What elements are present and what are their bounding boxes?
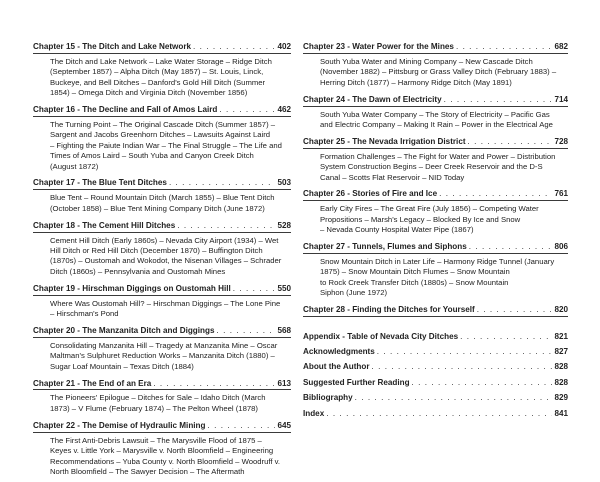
toc-entry xyxy=(303,376,568,389)
toc-entry-heading xyxy=(303,391,568,404)
chapter-title: About the Author xyxy=(303,362,370,372)
chapter-title: Suggested Further Reading xyxy=(303,377,410,387)
page-number: 829 xyxy=(554,393,568,403)
chapter-title: Chapter 15 - The Ditch and Lake Network xyxy=(33,42,192,51)
chapter-title: Chapter 22 - The Demise of Hydraulic Mining xyxy=(33,420,206,430)
chapter-summary xyxy=(303,254,568,301)
toc-entry xyxy=(33,377,291,417)
summary-line: Keyes v. Little York – Marysville v. North Bloomfield – Engineering xyxy=(50,446,274,456)
chapter-title: Chapter 18 - The Cement Hill Ditches xyxy=(33,220,176,230)
summary-line: Maltman's Sulphuret Reduction Works – Manzanita Ditch (1880) – xyxy=(50,351,275,361)
page-number: 761 xyxy=(554,189,568,199)
dot-leader xyxy=(468,136,553,147)
chapter-title: Chapter 24 - The Dawn of Electricity xyxy=(303,94,442,104)
dot-leader xyxy=(412,377,553,388)
toc-entry-heading xyxy=(303,40,568,54)
toc-entry xyxy=(303,40,568,90)
toc-entry xyxy=(303,391,568,404)
chapter-summary xyxy=(303,54,568,90)
summary-line: The Pioneers' Epilogue – Ditches for Sale – Idaho Ditch (March xyxy=(50,393,266,403)
toc-entry-heading xyxy=(33,377,291,391)
dot-leader xyxy=(469,241,553,252)
dot-leader xyxy=(477,304,553,315)
dot-leader xyxy=(207,420,275,431)
toc-entry-heading xyxy=(303,240,568,254)
summary-line: Propositions – Marsh's Legacy – Blocked By Ice and Snow xyxy=(320,214,521,224)
toc-entry xyxy=(303,135,568,185)
chapter-title: Chapter 19 - Hirschman Diggings on Oustomah Hill xyxy=(33,283,231,293)
page-number: 828 xyxy=(554,377,568,387)
summary-line: 1873) – V Flume (February 1874) – The Pelton Wheel (1878) xyxy=(50,403,258,413)
toc-entry xyxy=(33,282,291,322)
page-number: 728 xyxy=(554,136,568,146)
summary-line: 1875) – Snow Mountain Ditch Flumes – Snow Mountain xyxy=(320,267,510,277)
summary-line: (1870s) – Oustomah and Wokodot, the Nisenan Villages – Schrader xyxy=(50,256,282,266)
dot-leader xyxy=(377,346,553,357)
page-number: 613 xyxy=(277,378,291,388)
summary-line: South Yuba Water and Mining Company – New Cascade Ditch xyxy=(320,56,533,66)
summary-line: Ditch (1860s) – Pennsylvania and Oustomah Mines xyxy=(50,266,226,276)
dot-leader xyxy=(444,94,553,105)
back-matter-list xyxy=(303,330,568,420)
toc-entry-heading xyxy=(33,219,291,233)
toc-entry xyxy=(303,407,568,420)
toc-entry-heading xyxy=(303,303,568,317)
summary-line: Siphon (June 1972) xyxy=(320,288,388,298)
page-number: 645 xyxy=(277,420,291,430)
page-number: 806 xyxy=(554,242,568,252)
summary-line: Blue Tent – Round Mountain Ditch (March 1855) – Blue Tent Ditch xyxy=(50,193,275,203)
toc-entry xyxy=(33,40,291,101)
chapter-title: Chapter 20 - The Manzanita Ditch and Diggings xyxy=(33,325,215,335)
chapter-title: Acknowledgments xyxy=(303,346,375,356)
summary-line: Buckeye, and Bell Ditches – Danford's Gold Hill Ditch (Summer xyxy=(50,77,266,87)
summary-line: (September 1857) – Alpha Ditch (May 1857) – St. Louis, Linck, xyxy=(50,67,264,77)
summary-line: and Electric Company – Making It Rain – Power in the Electrical Age xyxy=(320,119,553,129)
summary-line: – Fighting the Paiute Indian War – The Final Struggle – The Life and xyxy=(50,140,282,150)
chapter-summary xyxy=(33,390,291,416)
summary-line: Herring Ditch (1877) – Harmony Ridge Ditch (May 1891) xyxy=(320,77,512,87)
summary-line: Recommendations – Yuba County v. North Bloomfield – Woodruff v. xyxy=(50,456,281,466)
toc-entry-heading xyxy=(33,176,291,190)
toc-entry-heading xyxy=(33,103,291,117)
toc-entry xyxy=(33,324,291,374)
toc-entry-heading xyxy=(303,330,568,343)
toc-entry-heading xyxy=(303,376,568,389)
chapter-title: Chapter 23 - Water Power for the Mines xyxy=(303,42,454,51)
section-gap xyxy=(303,320,568,330)
summary-line: Sargent and Jacobs Greenhorn Ditches – Lawsuits Against Laird xyxy=(50,130,271,140)
chapter-title: Chapter 26 - Stories of Fire and Ice xyxy=(303,189,438,199)
chapter-summary xyxy=(33,233,291,280)
dot-leader xyxy=(326,408,552,419)
page-number: 841 xyxy=(554,408,568,418)
toc-right-column xyxy=(303,40,568,422)
summary-line: Cement Hill Ditch (Early 1860s) – Nevada City Airport (1934) – Wet xyxy=(50,235,279,245)
summary-line: Hill Ditch or Red Hill Ditch (December 1870) – Buffington Ditch xyxy=(50,246,263,255)
summary-line: Snow Mountain Ditch in Later Life – Harmony Ridge Tunnel (January xyxy=(320,257,555,266)
toc-entry-heading xyxy=(33,324,291,338)
summary-line: The Ditch and Lake Network – Lake Water Storage – Ridge Ditch xyxy=(50,56,272,66)
dot-leader xyxy=(169,177,276,188)
page-number: 402 xyxy=(277,42,291,51)
toc-entry xyxy=(303,303,568,317)
summary-line: Where Was Oustomah Hill? – Hirschman Diggings – The Lone Pine xyxy=(50,298,281,308)
toc-entry xyxy=(33,176,291,216)
page-number: 828 xyxy=(554,362,568,372)
summary-line: The Turning Point – The Original Cascade Ditch (Summer 1857) – xyxy=(50,119,276,129)
toc-entry-heading xyxy=(303,345,568,358)
page-number: 503 xyxy=(277,178,291,188)
summary-line: Formation Challenges – The Fight for Water and Power – Distribution xyxy=(320,151,556,161)
dot-leader xyxy=(193,41,275,52)
page-number: 714 xyxy=(554,94,568,104)
summary-line: South Yuba Water Company – The Story of Electricity – Pacific Gas xyxy=(320,109,550,119)
page-number: 550 xyxy=(277,283,291,293)
dot-leader xyxy=(460,331,552,342)
page-number: 462 xyxy=(277,105,291,115)
toc-entry xyxy=(303,187,568,237)
chapter-summary xyxy=(33,190,291,216)
summary-line: to Rock Creek Transfer Ditch (1880s) – Snow Mountain xyxy=(320,277,509,287)
page-number: 682 xyxy=(554,42,568,51)
summary-line: The First Anti-Debris Lawsuit – The Marysville Flood of 1875 – xyxy=(50,435,262,445)
chapter-title: Bibliography xyxy=(303,393,353,403)
summary-line: – Nevada County Hospital Water Pipe (1867) xyxy=(320,225,474,235)
dot-leader xyxy=(216,325,275,336)
chapter-summary xyxy=(33,54,291,101)
toc-entry xyxy=(303,345,568,358)
chapter-summary xyxy=(33,296,291,322)
toc-entry xyxy=(33,103,291,174)
toc-left-column xyxy=(33,40,291,482)
toc-entry-heading xyxy=(303,93,568,107)
chapter-summary xyxy=(33,338,291,374)
chapter-summary xyxy=(33,433,291,480)
dot-leader xyxy=(355,392,553,403)
dot-leader xyxy=(372,361,553,372)
page-number: 568 xyxy=(277,325,291,335)
chapter-summary xyxy=(303,149,568,185)
chapter-title: Index xyxy=(303,408,325,418)
toc-entry-heading xyxy=(303,187,568,201)
chapter-title: Chapter 17 - The Blue Tent Ditches xyxy=(33,178,167,188)
toc-entry xyxy=(303,360,568,373)
summary-line: (November 1882) – Pittsburg or Grass Valley Ditch (February 1883) – xyxy=(320,67,557,77)
toc-entry xyxy=(33,219,291,280)
summary-line: – Hirschman's Pond xyxy=(50,309,119,319)
summary-line: (October 1858) – Blue Tent Mining Company Ditch (June 1872) xyxy=(50,203,265,213)
page-number: 821 xyxy=(554,331,568,341)
chapter-title: Chapter 16 - The Decline and Fall of Amos Laird xyxy=(33,105,218,115)
chapter-title: Appendix - Table of Nevada City Ditches xyxy=(303,331,459,341)
page-number: 827 xyxy=(554,346,568,356)
chapter-title: Chapter 21 - The End of an Era xyxy=(33,378,152,388)
toc-entry-heading xyxy=(303,135,568,149)
chapter-summary xyxy=(303,201,568,237)
summary-line: North Bloomfield – The Sawyer Decision – The Aftermath xyxy=(50,466,245,476)
toc-entry-heading xyxy=(303,360,568,373)
page-number: 820 xyxy=(554,305,568,315)
summary-line: Consolidating Manzanita Hill – Tragedy at Manzanita Mine – Oscar xyxy=(50,340,278,350)
dot-leader xyxy=(233,283,276,294)
summary-line: (August 1872) xyxy=(50,161,99,171)
dot-leader xyxy=(153,378,275,389)
toc-entry xyxy=(303,240,568,301)
summary-line: Sugar Loaf Mountain – Texas Ditch (1884) xyxy=(50,361,194,371)
dot-leader xyxy=(177,220,275,231)
summary-line: 1854) – Omega Ditch and Virginia Ditch (November 1856) xyxy=(50,88,248,98)
toc-entry-heading xyxy=(303,407,568,420)
toc-entry-heading xyxy=(33,419,291,433)
toc-entry-heading xyxy=(33,282,291,296)
chapter-summary xyxy=(33,117,291,174)
summary-line: Early City Fires – The Great Fire (July 1856) – Competing Water xyxy=(320,204,539,214)
page-number: 528 xyxy=(277,220,291,230)
summary-line: Canal – Scotts Flat Reservoir – NID Today xyxy=(320,172,465,182)
summary-line: Times of Amos Laird – South Yuba and Canyon Creek Ditch xyxy=(50,151,254,161)
toc-entry-heading xyxy=(33,40,291,54)
toc-entry xyxy=(303,330,568,343)
chapter-summary xyxy=(303,107,568,133)
dot-leader xyxy=(439,188,552,199)
chapter-title: Chapter 28 - Finding the Ditches for Yourself xyxy=(303,305,475,315)
summary-line: System Construction Begins – Deer Creek Reservoir and the D-S xyxy=(320,162,543,172)
dot-leader xyxy=(456,41,552,52)
chapter-title: Chapter 27 - Tunnels, Flumes and Siphons xyxy=(303,242,467,252)
toc-entry xyxy=(33,419,291,480)
dot-leader xyxy=(219,104,275,115)
chapter-title: Chapter 25 - The Nevada Irrigation District xyxy=(303,136,466,146)
toc-entry xyxy=(303,93,568,133)
